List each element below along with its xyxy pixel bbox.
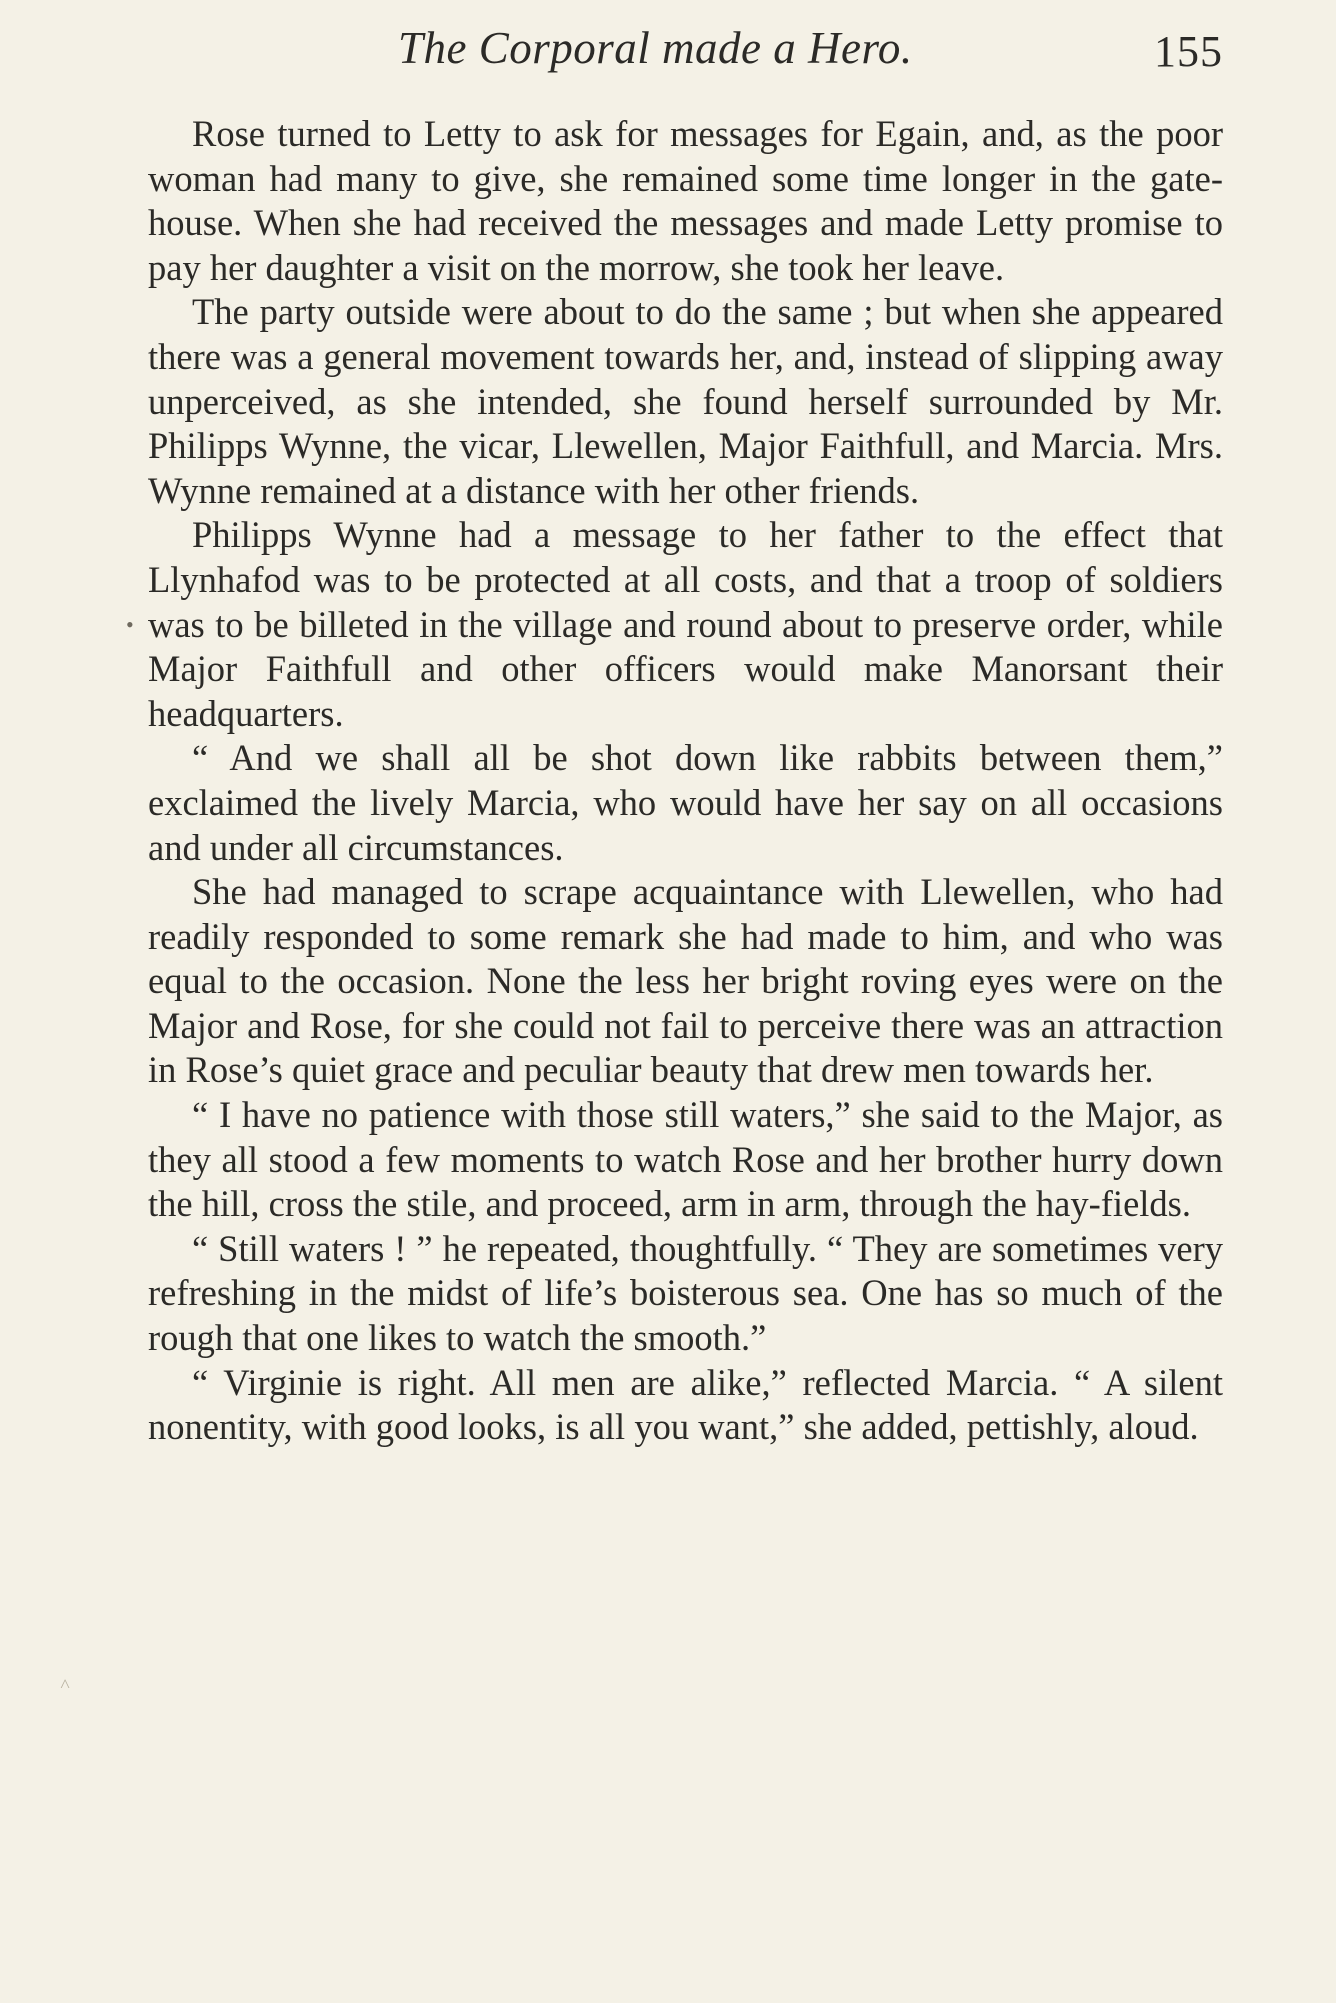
paragraph: “ Virginie is right. All men are alike,” reflected Marcia. “ A silent nonentity, with good looks, is all you want,” she added, pettishly, aloud. [148,1361,1223,1448]
body-text [148,112,1223,1450]
paragraph: Rose turned to Letty to ask for messages for Egain, and, as the poor woman had many to give, she remained some time longer in the gate-house. When she had received the messages and made Letty promise to pay her daughter a visit on the morrow, she took her leave. [148,113,1223,288]
margin-dot-mark: • [126,612,134,637]
paragraph: “ And we shall all be shot down like rabbits between them,” exclaimed the lively Marcia, who would have her say on all occasions and under all circumstances. [148,737,1223,868]
running-header [148,22,1223,82]
paragraph: The party outside were about to do the same ; but when she appeared there was a general movement towards her, and, instead of slipping away unperceived, as she intended, she found herself surrounded by Mr. Philipps Wynne, the vicar, Llewellen, Major Faithfull, and Marcia. Mrs. Wynne remained at a distance with her other friends. [148,291,1223,511]
paragraph: “ I have no patience with those still waters,” she said to the Major, as they all stood a few moments to watch Rose and her brother hurry down the hill, cross the stile, and proceed, arm in arm, through the hay-fields. [148,1094,1223,1225]
margin-speck-mark: ˄ [60,1674,71,1694]
paragraph: “ Still waters ! ” he repeated, thoughtfully. “ They are sometimes very refreshing in the midst of life’s boisterous sea. One has so much of the rough that one likes to watch the smooth.” [148,1227,1223,1359]
paragraph: Philipps Wynne had a message to her father to the effect that Llynhafod was to be protected at all costs, and that a troop of soldiers was to be billeted in the village and round about to preserve order, while Major Faithfull and other officers would make Manorsant their headquarters. [148,514,1223,734]
running-title: The Corporal made a Hero. [398,23,913,73]
page-number: 155 [1154,27,1223,76]
paragraph: She had managed to scrape acquaintance with Llewellen, who had readily responded to some remark she had made to him, and who was equal to the occasion. None the less her bright roving eyes were on the Major and Rose, for she could not fail to perceive there was an attraction in Rose’s quiet grace and peculiar beauty that drew men towards her. [148,871,1223,1091]
